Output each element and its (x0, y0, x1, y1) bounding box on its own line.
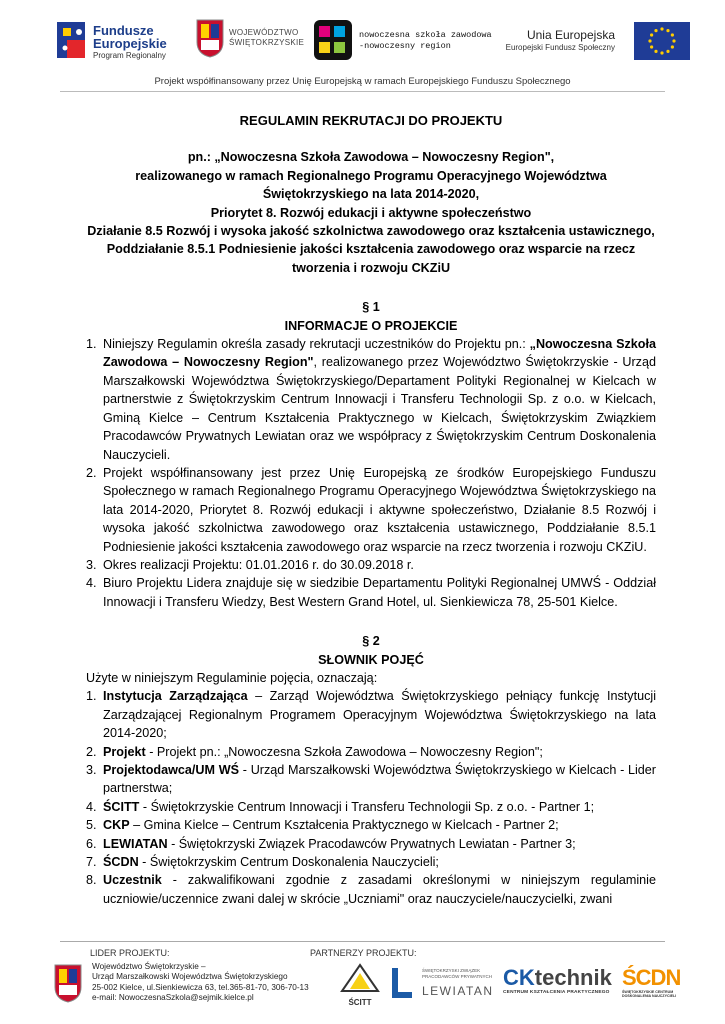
list-item (86, 574, 656, 611)
item-number: 6. (86, 836, 97, 851)
item-term: ŚCDN (103, 855, 139, 870)
cofinancing-note: Projekt współfinansowany przez Unię Europejską w ramach Europejskiego Funduszu Społecznego (154, 76, 571, 87)
item-number: 2. (86, 744, 97, 759)
fe-logo-line2: Europejskie (93, 36, 167, 51)
list-item (86, 835, 656, 853)
section2-intro: Użyte w niniejszym Regulaminie pojęcia, oznaczają: (86, 670, 378, 685)
eu-star-icon (650, 45, 653, 48)
subtitle-line: Priorytet 8. Rozwój edukacji i aktywne społeczeństwo (210, 205, 532, 220)
subtitle-line: tworzenia i rozwoju CKZiU (291, 260, 451, 275)
item-number: 1. (86, 689, 97, 704)
list-item (86, 687, 656, 742)
ws-logo-line2: ŚWIĘTOKRZYSKIE (229, 38, 305, 47)
item-number: 2. (86, 465, 97, 480)
ue-logo-line1: Unia Europejska (526, 28, 615, 42)
item-definition: - Świętokrzyski Związek Pracodawców Prywatnych Lewiatan - Partner 3; (167, 836, 576, 851)
address-line: 25-002 Kielce, ul.Sienkiewicza 63, tel.365-81-70, 306-70-13 (92, 982, 309, 992)
item-definition: - Projekt pn.: „Nowoczesna Szkoła Zawodowa – Nowoczesny Region"; (145, 744, 543, 759)
list-item (86, 335, 656, 464)
item-term: CKP (103, 818, 130, 833)
scitt-mountain-icon (340, 963, 380, 993)
section2-heading: SŁOWNIK POJĘĆ (318, 652, 424, 667)
header-logos (55, 18, 690, 76)
list-item (86, 743, 656, 761)
subtitle-line: pn.: „Nowoczesna Szkoła Zawodowa – Nowoczesny Region", (187, 150, 555, 165)
ckp-sub-label: CENTRUM KSZTAŁCENIA PRAKTYCZNEGO (503, 990, 610, 995)
nsz-logo-line2: -nowoczesny region (359, 41, 451, 51)
list-item (86, 556, 656, 574)
coat-of-arms-icon (195, 18, 225, 58)
footer-divider (60, 941, 665, 942)
item-text: Projekt współfinansowany jest przez Unię Europejską ze środków Europejskiego Funduszu Społecznego w ramach Regionalnego Programu Operacyjnego Województwa Świętokrzyskiego na lata 2014-2020, Priorytet 8. Rozwój edukacji i aktywne społeczeństwo, Działanie 8.5 Rozwój i wysoka jakość szkolnictwa zawodowego oraz kształcenia ustawicznego, Poddziałanie 8.5.1 Podniesienie jakości kształcenia zawodowego oraz wsparcie na rzecz tworzenia i rozwoju CKZiU. (103, 465, 656, 554)
leader-label: LIDER PROJEKTU: (90, 948, 170, 958)
subtitle-line: Działanie 8.5 Rozwój i wysoka jakość szkolnictwa zawodowego oraz kształcenia ustawicznego, (87, 224, 655, 239)
ws-logo-line1: WOJEWÓDZTWO (229, 28, 299, 37)
item-number: 4. (86, 799, 97, 814)
eu-star-icon (660, 27, 663, 30)
item-definition: - Świętokrzyskim Centrum Doskonalenia Nauczycieli; (138, 855, 439, 870)
section2-list (86, 687, 656, 908)
list-item (86, 464, 656, 556)
item-text: Biuro Projektu Lidera znajduje się w siedzibie Departamentu Polityki Regionalnej UMWŚ - Oddział Innowacji i Transferu Wiedzy, Best Western Grand Hotel, ul. Sienkiewicza 78, 25-501 Kielce. (103, 576, 656, 609)
leader-address (92, 962, 309, 1004)
document-title: REGULAMIN REKRUTACJI DO PROJEKTU (239, 113, 503, 128)
subtitle-line: Poddziałanie 8.5.1 Podniesienie jakości kształcenia zawodowego oraz wsparcie na rzecz (106, 242, 636, 257)
list-item (86, 853, 656, 871)
fe-star-icon (55, 18, 91, 62)
puzzle-icon (313, 18, 353, 62)
partners-label: PARTNERZY PROJEKTU: (310, 948, 417, 958)
section1-heading: INFORMACJE O PROJEKCIE (284, 318, 458, 333)
nsz-logo-line1: nowoczesna szkoła zawodowa (359, 30, 492, 40)
lewiatan-label: LEWIATAN (422, 984, 494, 998)
eu-star-icon (654, 50, 657, 53)
document-subtitle (86, 148, 656, 277)
eu-star-icon (666, 50, 669, 53)
item-term: Uczestnik (103, 873, 162, 888)
address-line: Urząd Marszałkowski Województwa Świętokrzyskiego (92, 972, 288, 982)
nowoczesna-szkola-logo (313, 18, 498, 64)
list-item (86, 798, 656, 816)
item-definition: – Zarząd Województwa Świętokrzyskiego pełniący funkcję Instytucji Zarządzającej Regionalnym Programem Operacyjnym Województwa Świętokrzyskiego na lata 2014-2020; (103, 689, 656, 741)
scdn-sub-label: ŚWIĘTOKRZYSKIE CENTRUM DOSKONALENIA NAUCZYCIELI (622, 990, 677, 999)
section2-number: § 2 (362, 634, 380, 649)
subtitle-line: realizowanego w ramach Regionalnego Programu Operacyjnego Województwa (135, 168, 607, 183)
eu-star-icon (666, 29, 669, 32)
eu-star-icon (671, 33, 674, 36)
document-body (86, 112, 656, 908)
ckp-technik-label: technik (534, 965, 612, 990)
item-term: Projekt (103, 744, 146, 759)
item-text: Okres realizacji Projektu: 01.01.2016 r. do 30.09.2018 r. (103, 557, 414, 572)
item-term: ŚCITT (103, 799, 140, 814)
eu-star-icon (654, 29, 657, 32)
lewiatan-logo (388, 966, 494, 1002)
eu-flag-icon (634, 22, 690, 60)
item-text: , realizowanego przez Województwo Świętokrzyskie - Urząd Marszałkowski Województwa Świętokrzyskiego/Departament Polityki Regionalnej w Kielcach w partnerstwie z Świętokrzyskim Centrum Innowacji i Transferu Technologii Sp. z o.o. w Kielcach, Gminą Kielce – Centrum Kształcenia Praktycznego w Kielcach, Świętokrzyskim Związkiem Pracodawców Prywatnych Lewiatan oraz we współpracy z Świętokrzyskim Centrum Doskonalenia Nauczycieli. (103, 355, 656, 462)
fundusze-europejskie-logo (55, 18, 170, 64)
eu-star-icon (648, 39, 651, 42)
item-number: 1. (86, 337, 97, 352)
item-definition: - Urząd Marszałkowski Województwa Świętokrzyskiego w Kielcach - Lider partnerstwa; (103, 763, 657, 796)
address-line: Województwo Świętokrzyskie – (92, 962, 206, 971)
eu-star-icon (672, 39, 675, 42)
leader-coat-of-arms-icon (52, 963, 84, 1003)
eu-star-icon (660, 51, 663, 54)
subtitle-line: Świętokrzyskiego na lata 2014-2020, (262, 187, 480, 202)
item-definition: - zakwalifikowani zgodnie z zasadami określonymi w niniejszym regulaminie uczniowie/uczennice zwani dalej w skrócie „Uczniami" oraz nauczyciele/nauczycielki, zwani (103, 873, 656, 906)
scdn-label: ŚCDN (622, 965, 681, 990)
eu-star-icon (671, 45, 674, 48)
section1-list (86, 335, 656, 611)
item-term: Projektodawca/UM WŚ (103, 763, 240, 777)
item-number: 3. (86, 763, 97, 777)
item-definition: - Świętokrzyskie Centrum Innowacji i Transferu Technologii Sp. z o.o. - Partner 1; (139, 799, 595, 814)
ue-logo-line2: Europejski Fundusz Społeczny (505, 43, 615, 52)
section1-number: § 1 (362, 300, 380, 315)
fe-logo-line3: Program Regionalny (93, 51, 166, 60)
list-item (86, 761, 656, 798)
list-item (86, 816, 656, 834)
item-number: 7. (86, 855, 97, 870)
ckp-prefix: CK (503, 965, 535, 990)
scdn-logo (622, 966, 688, 1002)
unia-europejska-logo (501, 18, 691, 64)
item-number: 3. (86, 557, 97, 572)
lewiatan-small-label: ŚWIĘTOKRZYSKI ZWIĄZEK PRACODAWCÓW PRYWATNYCH (422, 968, 493, 979)
item-definition: – Gmina Kielce – Centrum Kształcenia Praktycznego w Kielcach - Partner 2; (129, 818, 559, 833)
scitt-logo (340, 963, 380, 1007)
ckp-technik-logo (503, 966, 615, 1002)
item-number: 8. (86, 873, 97, 888)
address-email: e-mail: NowoczesnaSzkola@sejmik.kielce.pl (92, 993, 254, 1003)
scitt-label: ŚCITT (348, 998, 372, 1007)
eu-star-icon (650, 33, 653, 36)
item-number: 4. (86, 576, 97, 591)
list-item (86, 871, 656, 908)
item-number: 5. (86, 818, 97, 833)
item-term: Instytucja Zarządzająca (103, 689, 248, 704)
fe-logo-line1: Fundusze (93, 23, 154, 38)
wojewodztwo-swietokrzyskie-logo (195, 18, 305, 64)
header-divider (60, 91, 665, 92)
item-text: Niniejszy Regulamin określa zasady rekrutacji uczestników do Projektu pn.: (103, 337, 530, 352)
item-term: LEWIATAN (103, 836, 168, 851)
lewiatan-mark-icon (388, 966, 414, 1000)
item-bold: „Nowoczesna Szkoła Zawodowa – Nowoczesny Region" (103, 337, 656, 370)
